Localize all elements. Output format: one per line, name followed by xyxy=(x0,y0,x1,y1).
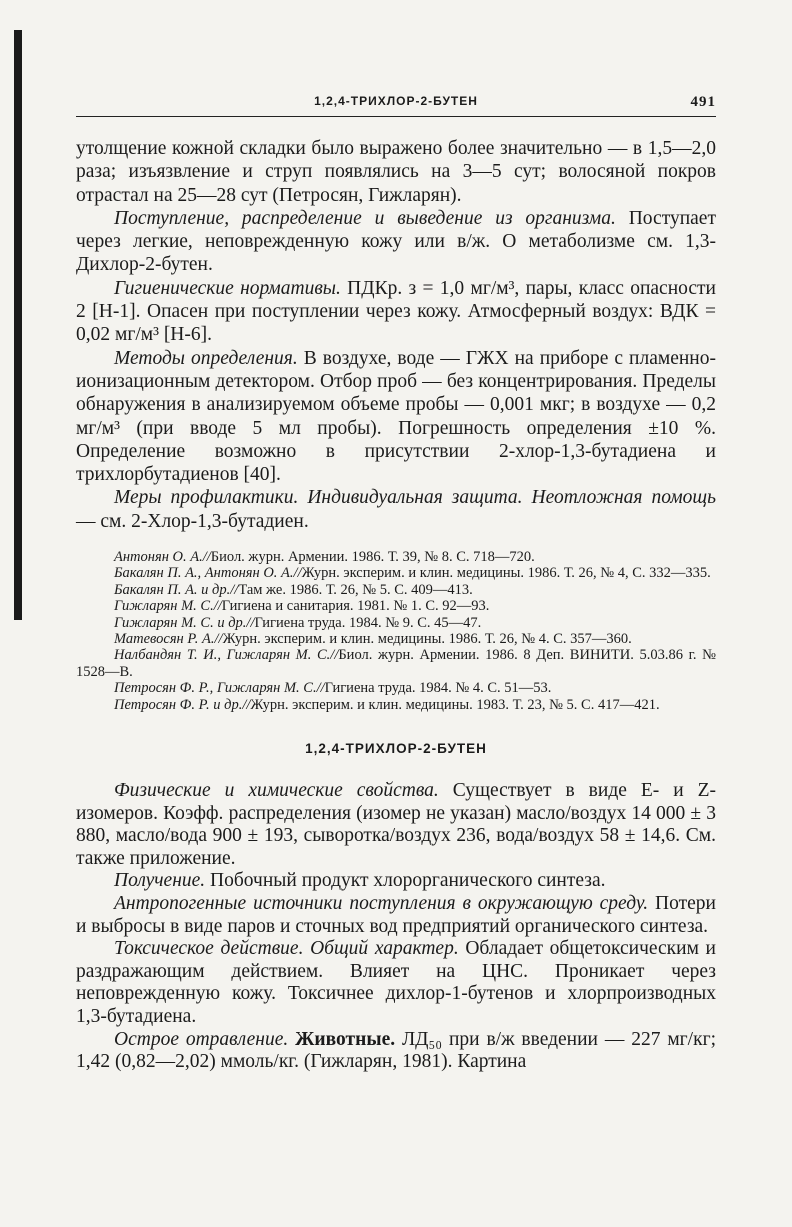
reference-text: Там же. 1986. Т. 26, № 5. С. 409—413. xyxy=(238,581,473,598)
page-number: 491 xyxy=(690,94,716,110)
paragraph-heading: Токсическое действие. Общий характер. xyxy=(114,938,459,960)
reference-authors: Гижларян М. С.// xyxy=(114,598,222,615)
paragraph xyxy=(76,938,716,1028)
reference-item xyxy=(76,647,716,680)
paragraph-heading: Поступление, распределение и выведение из организма. xyxy=(114,207,616,229)
reference-authors: Налбандян Т. И., Гижларян М. С.// xyxy=(114,647,339,664)
reference-item xyxy=(76,549,716,565)
reference-text: Гигиена и санитария. 1981. № 1. С. 92—93. xyxy=(221,598,490,615)
paragraph-text: ЛД₅₀ при в/ж введении — 227 мг/кг; 1,42 (0,82—2,02) ммоль/кг. (Гижларян, 1981). Картина xyxy=(76,1028,716,1073)
paragraph-heading: Антропогенные источники поступления в окружающую среду. xyxy=(114,893,649,915)
paragraph xyxy=(76,277,716,347)
paragraph-text: Существует в виде Е- и Z-изомеров. Коэфф. распределения (изомер не указан) масло/воздух 14 000 ± 3 880, масло/вода 900 ± 193, сыворотка/воздух 236, вода/воздух 58 ± 14,6. См. также приложение. xyxy=(76,780,716,869)
paragraph-text: Обладает общетоксическим и раздражающим действием. Влияет на ЦНС. Проникает через неповрежденную кожу. Токсичнее дихлор-1-бутенов и хлорпроизводных 1,3-бутадиена. xyxy=(76,938,716,1028)
reference-authors: Бакалян П. А., Антонян О. А.// xyxy=(114,565,302,582)
reference-authors: Гижларян М. С. и др.// xyxy=(114,614,255,631)
body-text-top xyxy=(76,137,716,533)
reference-authors: Петросян Ф. Р. и др.// xyxy=(114,696,251,713)
paragraph-text: Поступает через легкие, неповрежденную кожу или в/ж. О метаболизме см. 1,3-Дихлор-2-бутен. xyxy=(76,207,716,276)
paragraph-heading: Гигиенические нормативы. xyxy=(114,277,341,299)
reference-text: Гигиена труда. 1984. № 9. С. 45—47. xyxy=(254,614,482,631)
paragraph xyxy=(76,893,716,938)
reference-text: Журн. эксперим. и клин. медицины. 1986. Т. 26, № 4. С. 357—360. xyxy=(222,631,632,648)
reference-authors: Петросян Ф. Р., Гижларян М. С.// xyxy=(114,680,325,697)
reference-item xyxy=(76,582,716,598)
paragraph xyxy=(76,780,716,870)
paragraph xyxy=(76,870,716,893)
paragraph-text: — см. 2-Хлор-1,3-бутадиен. xyxy=(76,510,309,532)
reference-item xyxy=(76,615,716,631)
paragraph xyxy=(76,347,716,487)
paragraph xyxy=(76,486,716,533)
reference-text: Журн. эксперим. и клин. медицины. 1983. Т. 23, № 5. С. 417—421. xyxy=(250,696,660,713)
paragraph-text: ПДКр. з = 1,0 мг/м³, пары, класс опасности 2 [Н-1]. Опасен при поступлении через кожу. Атмосферный воздух: ВДК = 0,02 мг/м³ [Н-6]. xyxy=(76,277,716,346)
running-header xyxy=(76,94,716,117)
reference-text: Журн. эксперим. и клин. медицины. 1986. Т. 26, № 4, С. 332—335. xyxy=(301,565,711,582)
paragraph xyxy=(76,1029,716,1074)
reference-item xyxy=(76,631,716,647)
paragraph-heading: Физические и химические свойства. xyxy=(114,780,439,802)
running-title: 1,2,4-ТРИХЛОР-2-БУТЕН xyxy=(314,94,478,108)
paragraph-heading: Острое отравление. xyxy=(114,1028,289,1050)
reference-text: Гигиена труда. 1984. № 4. С. 51—53. xyxy=(324,680,552,697)
reference-list xyxy=(76,549,716,713)
paragraph-heading: Меры профилактики. Индивидуальная защита. Неотложная помощь xyxy=(114,487,716,509)
reference-authors: Матевосян Р. А.// xyxy=(114,631,223,648)
reference-item xyxy=(76,680,716,696)
paragraph xyxy=(76,207,716,277)
reference-authors: Бакалян П. А. и др.// xyxy=(114,581,239,598)
paragraph xyxy=(76,137,716,207)
reference-item xyxy=(76,697,716,713)
reference-text: Биол. журн. Армении. 1986. Т. 39, № 8. С. 718—720. xyxy=(210,549,535,566)
paragraph-bold-term: Животные. xyxy=(288,1028,396,1050)
document-page xyxy=(76,94,716,1074)
reference-text: Биол. журн. Армении. 1986. 8 Деп. ВИНИТИ. 5.03.86 г. № 1528—В. xyxy=(76,647,716,680)
paragraph-heading: Получение. xyxy=(114,870,206,892)
paragraph-text: утолщение кожной складки было выражено более значительно — в 1,5—2,0 раза; изъязвление и струп появлялись на 3—5 сут; волосяной покров отрастал на 25—28 сут (Петросян, Гижларян). xyxy=(76,138,716,206)
reference-authors: Антонян О. А.// xyxy=(114,549,211,566)
paragraph-text: В воздухе, воде — ГЖХ на приборе с пламенно-ионизационным детектором. Отбор проб — без концентрирования. Пределы обнаружения в анализируемом объеме пробы — 0,001 мкг; в воздухе — 0,2 мг/м³ (при вводе 5 мл пробы). Погрешность определения ±10 %. Определение возможно в присутствии 2-хлор-1,3-бутадиена и трихлорбутадиенов [40]. xyxy=(76,347,716,486)
paragraph-text: Потери и выбросы в виде паров и сточных вод предприятий органического синтеза. xyxy=(76,893,716,937)
page-edge-bar xyxy=(14,30,22,620)
section-title: 1,2,4-ТРИХЛОР-2-БУТЕН xyxy=(305,741,487,757)
body-text-bottom xyxy=(76,780,716,1074)
reference-item xyxy=(76,565,716,581)
paragraph-heading: Методы определения. xyxy=(114,347,298,369)
paragraph-text: Побочный продукт хлорорганического синтеза. xyxy=(205,870,606,892)
reference-item xyxy=(76,598,716,614)
